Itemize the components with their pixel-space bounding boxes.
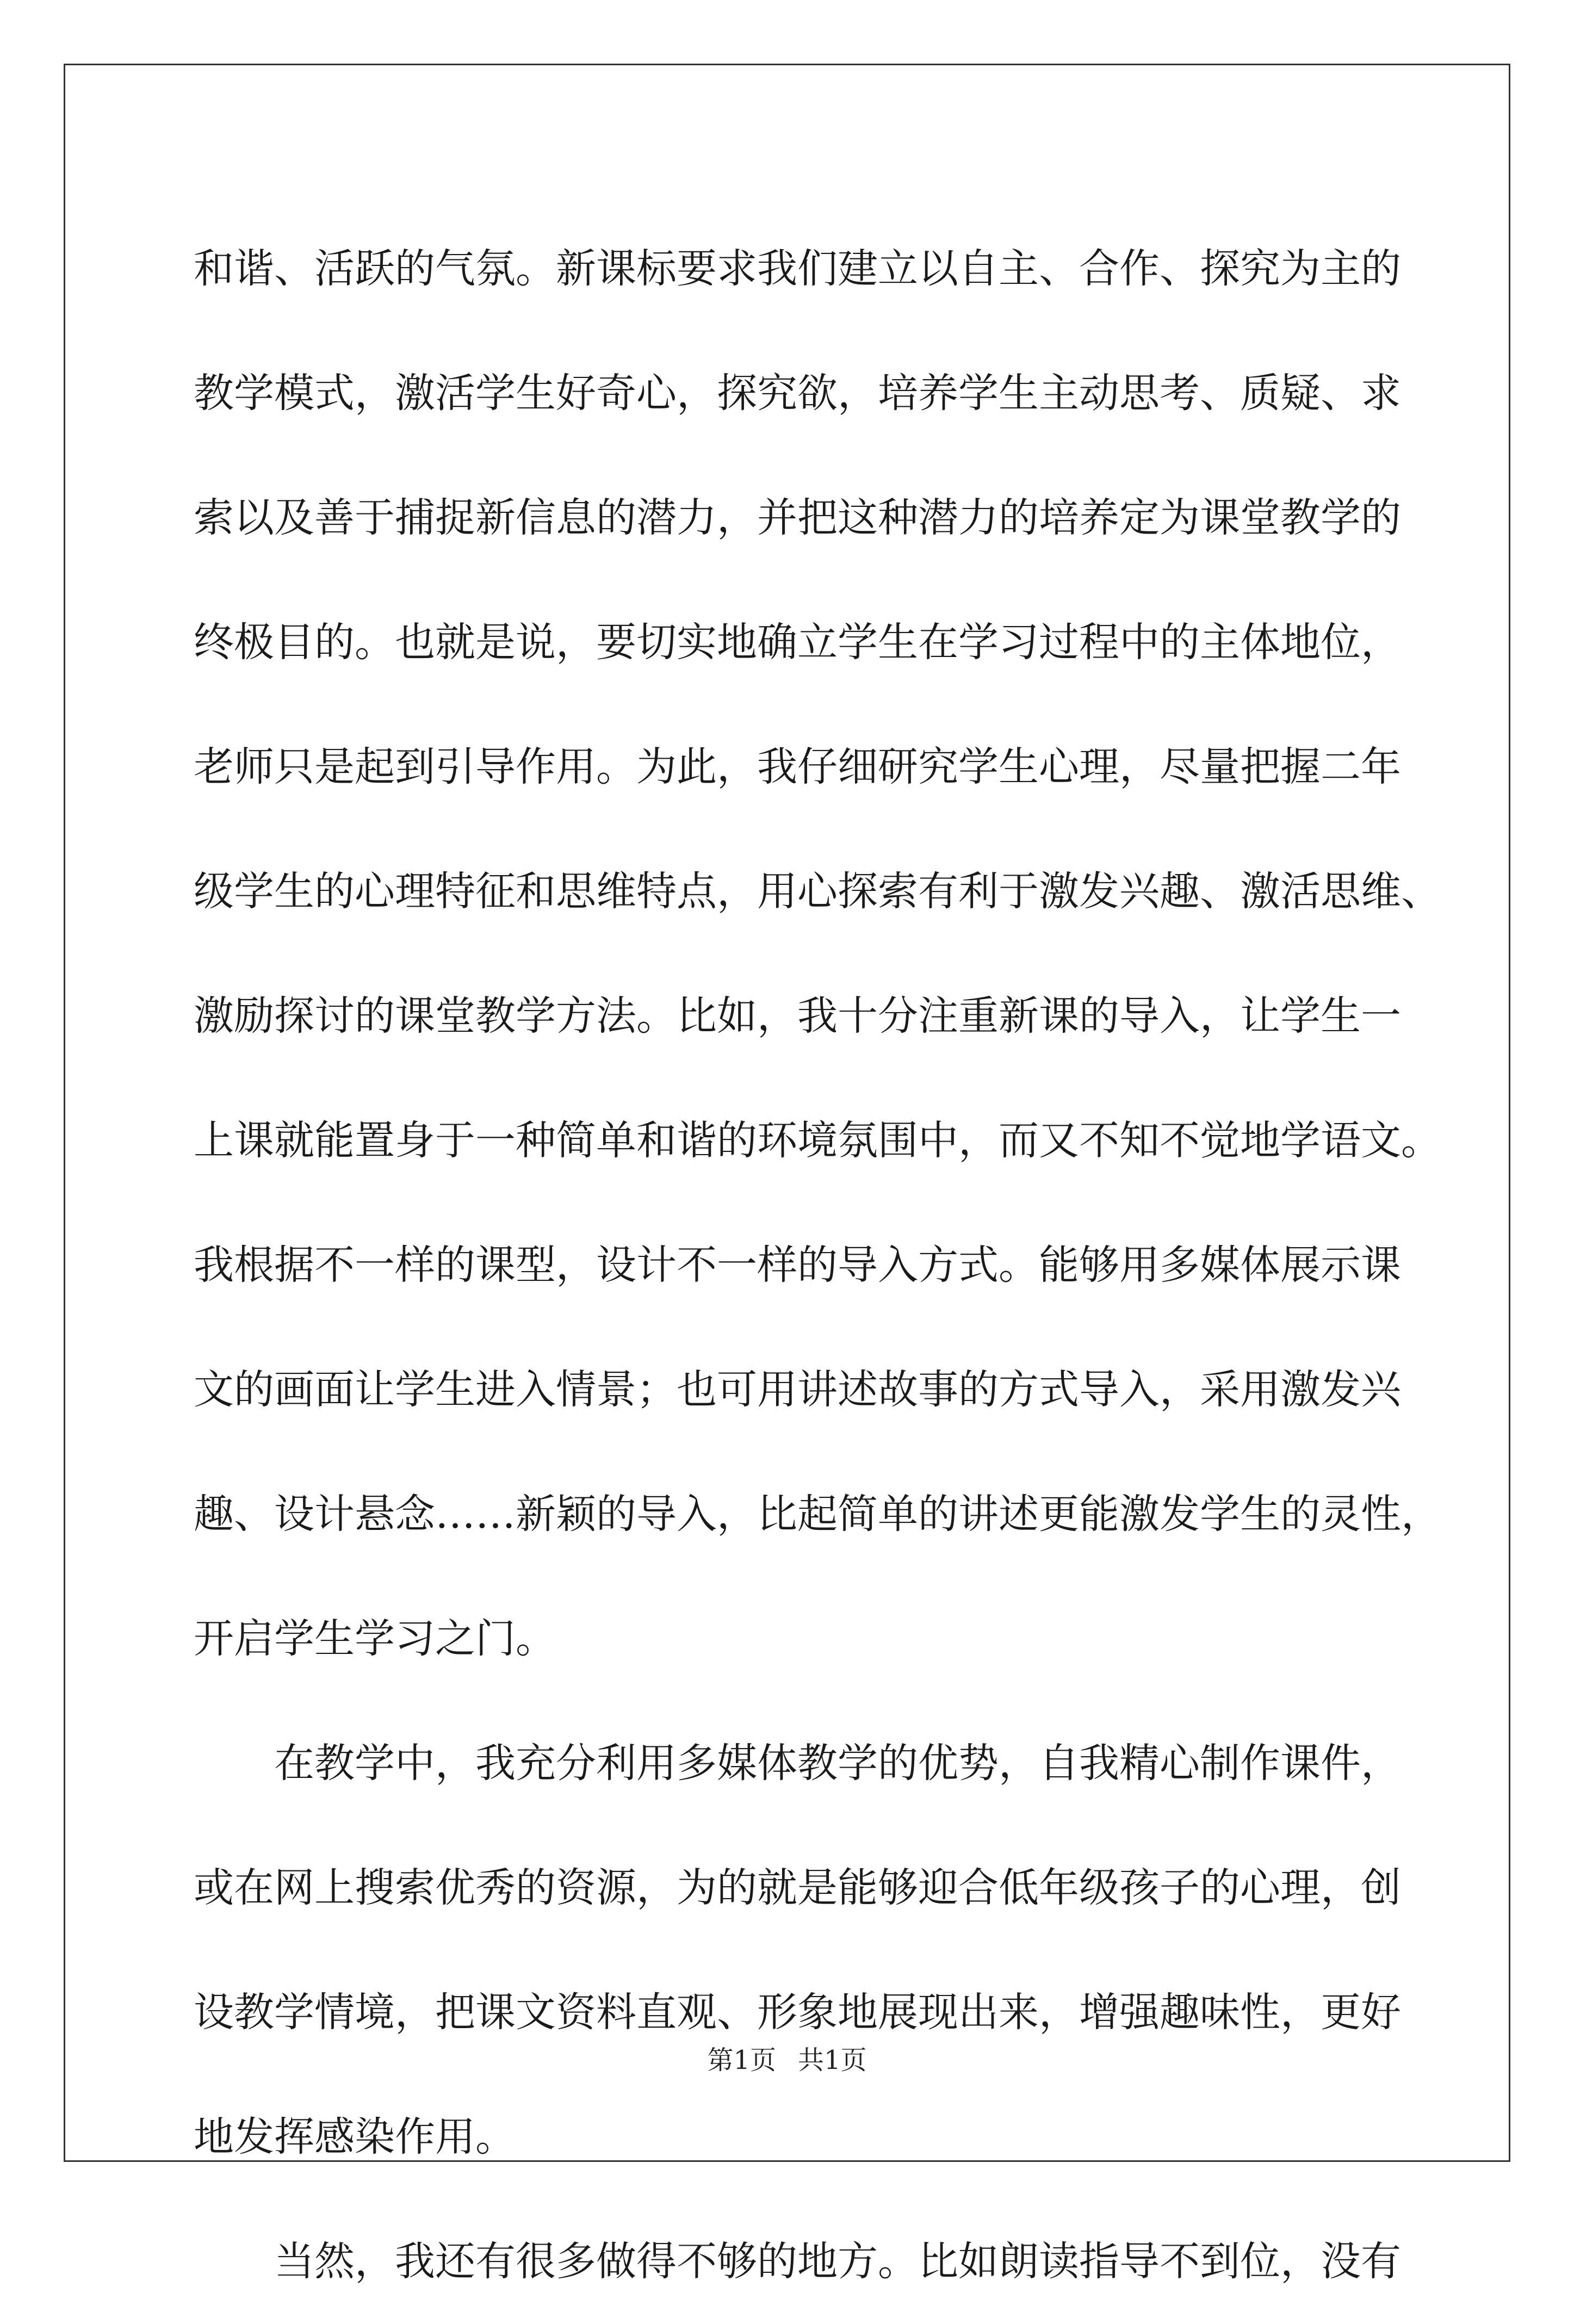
page-footer bbox=[0, 2044, 1574, 2077]
text-line: 级学生的心理特征和思维特点，用心探索有利于激发兴趣、激活思维、 bbox=[194, 868, 1441, 915]
text-line: 激励探讨的课堂教学方法。比如，我十分注重新课的导入，让学生一 bbox=[194, 993, 1401, 1039]
text-line: 开启学生学习之门。 bbox=[194, 1615, 556, 1662]
text-line: 我根据不一样的课型，设计不一样的导入方式。能够用多媒体展示课 bbox=[194, 1242, 1401, 1288]
text-line: 索以及善于捕捉新信息的潜力，并把这种潜力的培养定为课堂教学的 bbox=[194, 494, 1401, 541]
text-line: 文的画面让学生进入情景；也可用讲述故事的方式导入，采用激发兴 bbox=[194, 1366, 1401, 1413]
text-line: 当然，我还有很多做得不够的地方。比如朗读指导不到位，没有 bbox=[274, 2238, 1401, 2285]
text-line: 设教学情境，把课文资料直观、形象地展现出来，增强趣味性，更好 bbox=[194, 1989, 1401, 2036]
page-total: 共1页 bbox=[798, 2045, 867, 2075]
text-line: 或在网上搜索优秀的资源，为的就是能够迎合低年级孩子的心理，创 bbox=[194, 1864, 1401, 1911]
text-line: 和谐、活跃的气氛。新课标要求我们建立以自主、合作、探究为主的 bbox=[194, 245, 1401, 292]
text-line: 上课就能置身于一种简单和谐的环境氛围中，而又不知不觉地学语文。 bbox=[194, 1117, 1441, 1164]
text-line: 教学模式，激活学生好奇心，探究欲，培养学生主动思考、质疑、求 bbox=[194, 370, 1401, 417]
text-line: 终极目的。也就是说，要切实地确立学生在学习过程中的主体地位， bbox=[194, 619, 1401, 666]
text-line: 趣、设计悬念……新颖的导入，比起简单的讲述更能激发学生的灵性， bbox=[194, 1491, 1441, 1538]
document-body bbox=[194, 207, 1441, 2324]
text-line: 老师只是起到引导作用。为此，我仔细研究学生心理，尽量把握二年 bbox=[194, 743, 1401, 790]
page-number: 第1页 bbox=[707, 2045, 776, 2075]
text-line: 地发挥感染作用。 bbox=[194, 2114, 516, 2160]
text-line: 在教学中，我充分利用多媒体教学的优势，自我精心制作课件， bbox=[274, 1740, 1401, 1787]
